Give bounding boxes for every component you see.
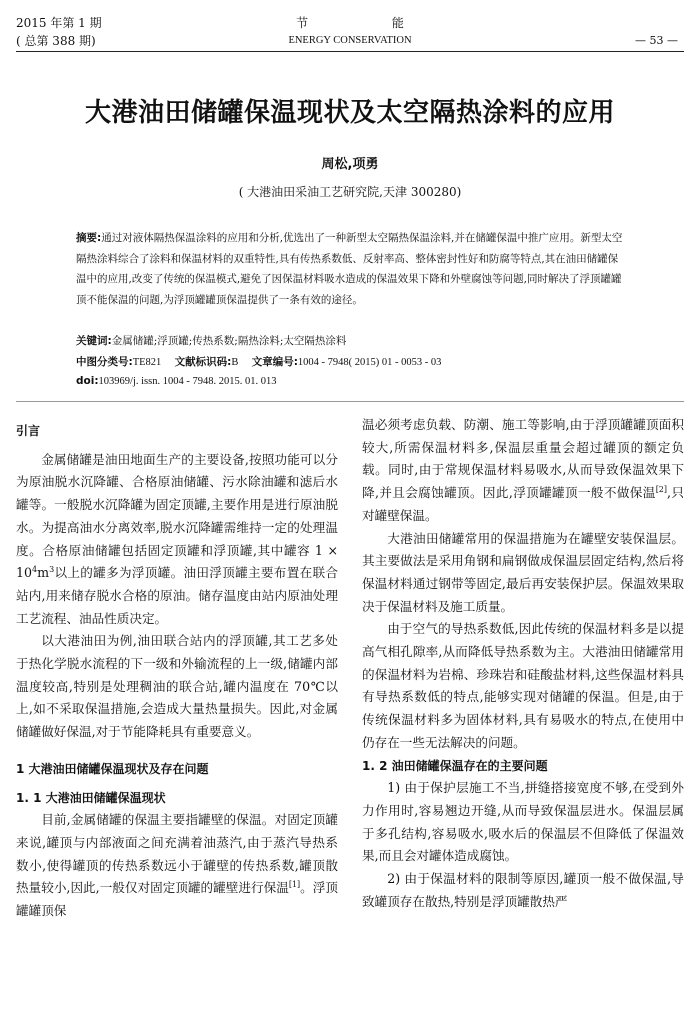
- body-paragraph: 大港油田储罐常用的保温措施为在罐壁安装保温层。其主要做法是采用角钢和扁钢做成保温层固定结构,然后将保温材料通过钢带等固定,最后再安装保护层。保温效果取决于保温材料及施工质量。: [362, 530, 684, 614]
- body-paragraph: 1) 由于保护层施工不当,拼缝搭接宽度不够,在受到外力作用时,容易翘边开缝,从而导致保温层进水。保温层属于多孔结构,容易吸水,吸水后的保温层不但降低了保温效果,而且会对罐体造成腐蚀。: [362, 780, 684, 864]
- journal-name-cn: 节 能: [296, 16, 444, 30]
- article-affiliation: ( 大港油田采油工艺研究院,天津 300280): [238, 185, 462, 199]
- body-column-left: [16, 414, 338, 923]
- journal-name: [0, 14, 700, 50]
- clc-value: TE821: [132, 357, 162, 368]
- abstract-label: 摘要:: [76, 232, 102, 244]
- body-paragraph: 由于空气的导热系数低,因此传统的保温材料多是以提高气相孔隙率,从而降低导热系数为主。大港油田储罐常用的保温材料为岩棉、珍珠岩和硅酸盐材料,这些保温材料具有导热系数低的特点,能够实现对储罐的保温。但是,由于传统保温材料多为固体材料,具有易吸水的特点,在使用中仍存在一些无法解决的问题。: [362, 621, 684, 750]
- journal-name-en: ENERGY CONSERVATION: [288, 35, 412, 46]
- article-number-value: 1004 - 7948( 2015) 01 - 0053 - 03: [297, 357, 442, 368]
- issue-number: 2015 年第 1 期: [16, 16, 102, 30]
- keywords: [76, 333, 628, 348]
- keywords-label: 关键词:: [76, 335, 112, 347]
- classification-line: [76, 354, 628, 369]
- section-1-heading: 1 大港油田储罐保温现状及存在问题: [16, 761, 209, 776]
- keywords-text: 金属储罐;浮顶罐;传热系数;隔热涂料;太空隔热涂料: [111, 335, 347, 347]
- citation-ref[interactable]: [1]: [288, 880, 301, 890]
- doi-label: doi:: [76, 375, 99, 387]
- running-header: [0, 14, 700, 54]
- section-1-2-heading: 1. 2 油田储罐保温存在的主要问题: [362, 758, 548, 773]
- article-authors: 周松,项勇: [321, 157, 379, 172]
- body-paragraph: 2) 由于保温材料的限制等原因,罐顶一般不做保温,导致罐顶存在散热,特别是浮顶罐散热严: [362, 871, 684, 909]
- abstract-text: 通过对液体隔热保温涂料的应用和分析,优选出了一种新型太空隔热保温涂料,并在储罐保温中推广应用。新型太空隔热涂料综合了涂料和保温材料的双重特性,具有传热系数低、反射率高、整体密封性好和防腐等特点,其在油田储罐保温中的应用,改变了传统的保温模式,避免了因保温材料吸水造成的保温效果下降和外壁腐蚀等问题,同时解决了浮顶罐罐顶不能保温的问题,为浮顶罐罐顶保温提供了一条有效的途径。: [76, 232, 623, 306]
- intro-heading: 引言: [16, 424, 41, 438]
- doi-value[interactable]: 103969/j. issn. 1004 - 7948. 2015. 01. 013: [98, 376, 277, 387]
- doi-line: [76, 375, 628, 387]
- body-paragraph: 目前,金属储罐的保温主要指罐壁的保温。对固定顶罐来说,罐顶与内部液面之间充满着油蒸汽,由于蒸汽导热系数小,使得罐顶的传热系数远小于罐壁的传热系数,罐顶散热量较小,因此,一般仅对固定顶罐的罐壁进行保温[1]。浮顶罐罐顶保: [16, 812, 338, 919]
- body-paragraph: 金属储罐是油田地面生产的主要设备,按照功能可以分为原油脱水沉降罐、合格原油储罐、污水除油罐和滤后水罐等。一般脱水沉降罐为固定顶罐,主要作用是进行原油脱水。为提高油水分离效率,脱水沉降罐需维持一定的处理温度。合格原油储罐包括固定顶罐和浮顶罐,其中罐容 $1 \times 10^4m^3$以上的罐多为浮顶罐。油田浮顶罐主要布置在联合站内,用来储存脱水合格的原油。储存温度由站内原油处理工艺流程、油品性质决定。: [16, 451, 338, 626]
- section-1-1-heading: 1. 1 大港油田储罐保温现状: [16, 790, 166, 805]
- header-divider: [16, 51, 684, 52]
- doc-code-label: 文献标识码:: [174, 356, 232, 368]
- clc-label: 中图分类号:: [76, 356, 133, 368]
- citation-ref[interactable]: [2]: [655, 484, 668, 494]
- body-paragraph: 以大港油田为例,油田联合站内的浮顶罐,其工艺多处于热化学脱水流程的下一级和外输流程的上一级,储罐内部温度较高,特别是处理稠油的联合站,罐内温度在 70℃以上,如不采取保温措施,会造成大量热量损失。因此,对金属储罐做好保温,对于节能降耗具有重要意义。: [16, 633, 338, 740]
- body-paragraph: 温必须考虑负载、防潮、施工等影响,由于浮顶罐罐顶面积较大,所需保温材料多,保温层重量会超过罐顶的额定负载。同时,由于常规保温材料易吸水,从而导致保温效果下降,并且会腐蚀罐顶。因此,浮顶罐罐顶一般不做保温[2],只对罐壁保温。: [362, 417, 684, 523]
- total-issue: ( 总第 388 期): [16, 34, 96, 48]
- article-title: 大港油田储罐保温现状及太空隔热涂料的应用: [84, 98, 615, 128]
- page-number: — 53 —: [635, 34, 678, 47]
- article-number-label: 文章编号:: [251, 356, 298, 368]
- body-column-right: [362, 414, 684, 913]
- doc-code-value: B: [231, 357, 239, 368]
- abstract-divider: [16, 401, 684, 402]
- abstract: [76, 228, 628, 310]
